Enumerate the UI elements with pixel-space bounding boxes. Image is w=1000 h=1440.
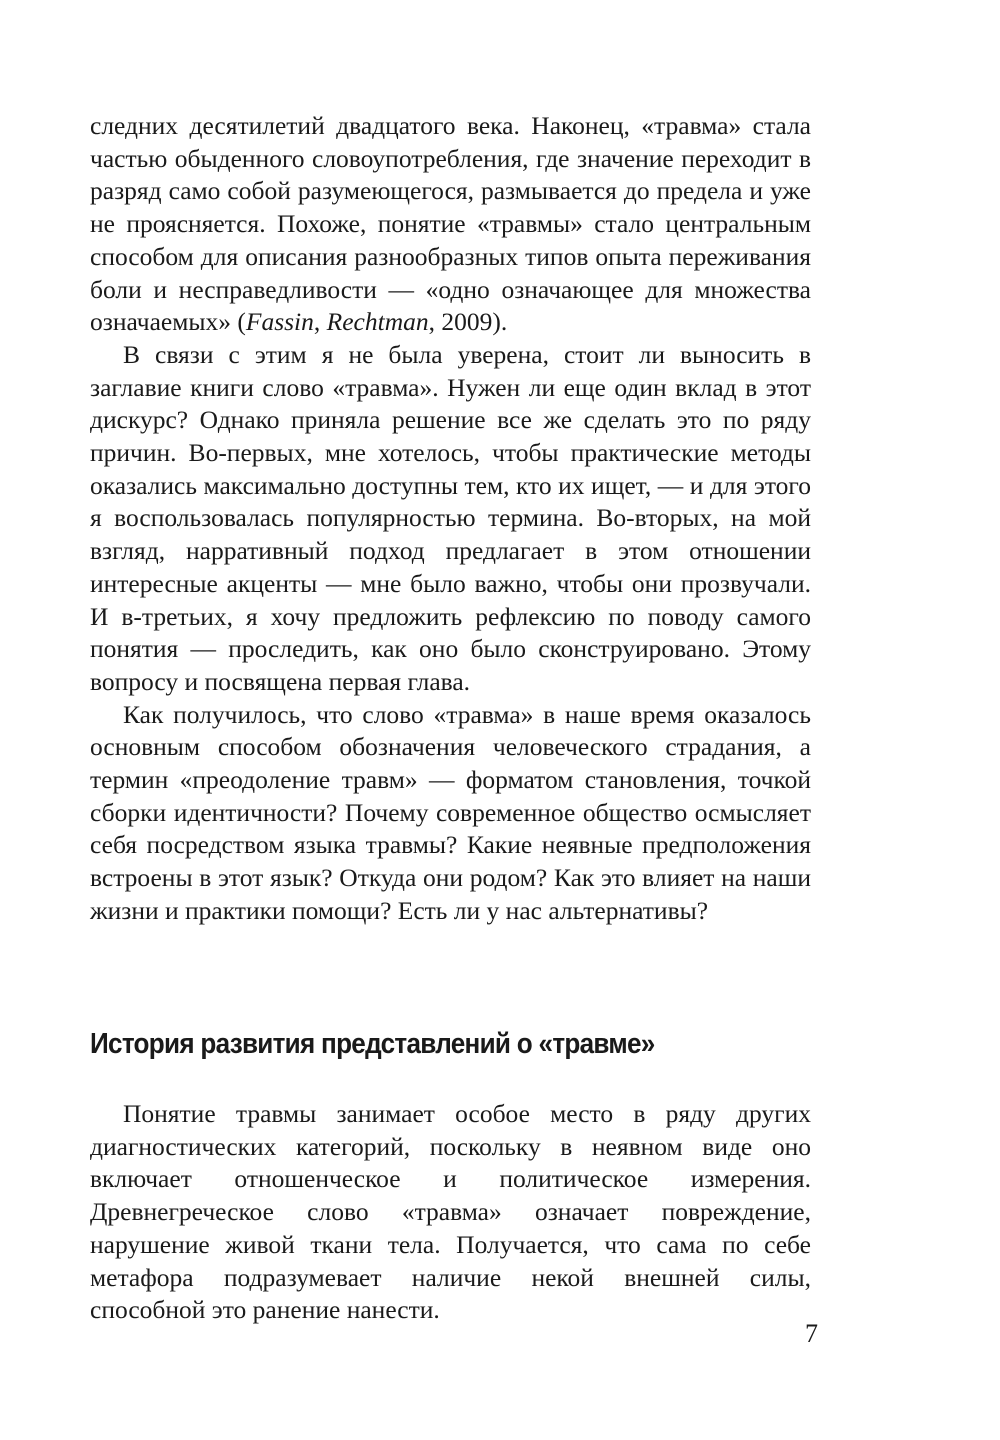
citation-year: , 2009). — [428, 307, 508, 337]
citation-separator: , — [313, 307, 327, 337]
citation-author-rechtman: Rechtman — [326, 307, 429, 337]
section-paragraph-1: Понятие травмы занимает особое место в ряду других диагностических категорий, поскольку в неявном виде оно включает отношенческое и политическое измерения. Древнегреческое слово «травма» означает повреждение, нарушение живой ткани тела. Получается, что сама по себе метафора подразумевает наличие некой внешней силы, способной это ранение нанести. — [90, 1099, 811, 1325]
section-heading: История развития представлений о «травме» — [90, 1028, 655, 1060]
paragraph-2: В связи с этим я не была уверена, стоит ли выносить в заглавие книги слово «травма». Нужен ли еще один вклад в этот дискурс? Однако приняла решение все же сделать это по ряду причин. Во-первых, мне хотелось, чтобы практические методы оказались максимально доступны тем, кто их ищет, — и для этого я воспользовалась популярностью термина. Во-вторых, на мой взгляд, нарративный подход предлагает в этом отношении интересные акценты — мне было важно, чтобы они прозвучали. И в-третьих, я хочу предложить рефлексию по поводу самого понятия — проследить, как оно было сконструировано. Этому вопросу и посвящена первая глава. — [90, 339, 811, 696]
paragraph-1 — [90, 110, 811, 339]
body-text — [90, 110, 811, 928]
citation-author-fassin: Fassin — [245, 307, 314, 337]
section-body — [90, 1098, 811, 1327]
paragraph-3: Как получилось, что слово «травма» в наше время оказалось основным способом обозначения человеческого страдания, а термин «преодоление травм» — форматом становления, точкой сборки идентичности? Почему современное общество осмысляет себя посредством языка травмы? Какие неявные предположения встроены в этот язык? Откуда они родом? Как это влияет на наши жизни и практики помощи? Есть ли у нас альтернативы? — [90, 699, 811, 925]
page-number: 7 — [805, 1319, 818, 1348]
paragraph-1-text: следних десятилетий двадцатого века. Наконец, «травма» стала частью обыденного словоупотребления, где значение переходит в разряд само собой разумеющегося, размывается до предела и уже не проясняется. Похоже, понятие «травмы» стало центральным способом для описания разнообразных типов опыта переживания боли и несправедливости — «одно означающее для множества означаемых» ( — [90, 111, 811, 337]
